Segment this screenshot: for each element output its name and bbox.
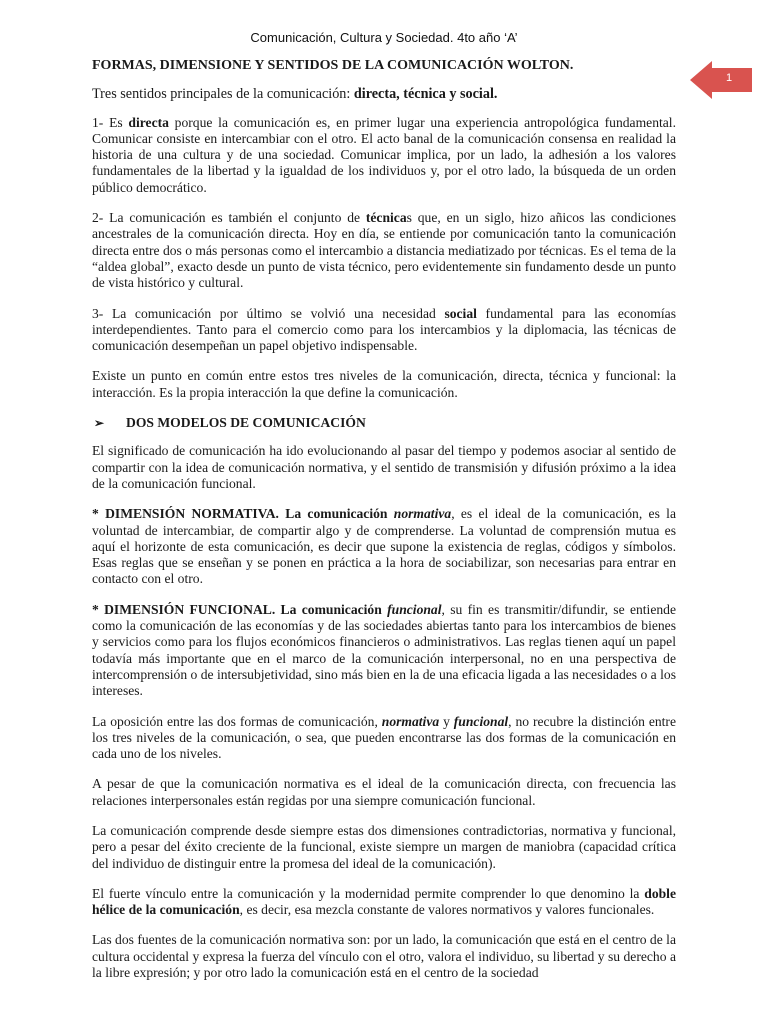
text-run: , es decir, esa mezcla constante de valores normativos y valores funcionales. [239,902,655,918]
bold-italic-term: normativa [381,713,440,729]
text-run: , es el ideal de la comunicación, es la voluntad de intercambiar, de compartir algo y de comprenderse. La voluntad de comprensión mutua es aquí el horizonte de esta comunicación, es decir que supone la existencia de reglas, códigos y símbolos. Esas reglas que se enseñan y se ponen en práctica a la hora de sociabilizar, son necesarias para entrar en contacto con el otro. [92,506,676,587]
bold-italic-term: normativa [393,506,452,522]
text-run: El fuerte vínculo entre la comunicación y la modernidad permite comprender lo que denomino la [92,885,645,901]
bold-term: técnica [365,210,407,226]
bold-italic-term: funcional [453,713,509,729]
paragraph-interaccion: Existe un punto en común entre estos tres niveles de la comunicación, directa, técnica y funcional: la interacción. Es la propia interacción la que define la comunicación. [92,368,676,400]
text-run: , no recubre la distinción entre los tres niveles de la comunicación, o sea, que pueden encontrarse las dos formas de la comunicación en cada uno de los niveles. [92,713,676,762]
text-run: 3- La comunicación por último se volvió una necesidad [92,305,445,321]
bold-term: directa [128,114,169,130]
bold-italic-term: funcional [387,601,442,617]
intro-bold: directa, técnica y social. [353,86,498,103]
text-run: porque la comunicación es, en primer lugar una experiencia antropológica fundamental. Comunicar consiste en intercambiar con el otro. El acto banal de la comunicación consensa en realidad la historia de una cultura y de una sociedad. Comunicar implica, por un lado, la adhesión a los valores fundamentales de la libertad y la igualdad de los individuos y, por el otro lado, la búsqueda de un orden público democrático. [92,114,676,195]
bold-heading: * DIMENSIÓN NORMATIVA. La comunicación [92,506,394,522]
section-heading-text: DOS MODELOS DE COMUNICACIÓN [126,415,366,431]
paragraph-normativa [92,506,676,587]
text-run: 1- Es [92,114,129,130]
text-run: s que, en un siglo, hizo añicos las condiciones ancestrales de la comunicación directa. Hoy en día, se entiende por comunicación tanto la comunicación directa entre dos o más personas como el intercambio a distancia mediatizado por técnicas. Es el tema de la “aldea global”, exacto desde un punto de vista técnico, pero evidentemente sin fundamento desde un punto de vista histórico y cultural. [92,210,676,291]
text-run: La oposición entre las dos formas de comunicación, [92,713,382,729]
document-title: FORMAS, DIMENSIONE Y SENTIDOS DE LA COMUNICACIÓN WOLTON. [92,58,574,73]
paragraph-significado: El significado de comunicación ha ido evolucionando al pasar del tiempo y podemos asociar al sentido de compartir con la idea de comunicación normativa, y el sentido de transmisión y difusión próximo a la idea de la comunicación funcional. [92,443,676,491]
bold-term: social [444,305,477,321]
document-body [92,58,676,995]
page-number-badge [690,60,752,100]
intro-paragraph [92,86,676,102]
paragraph-social [92,306,676,355]
paragraph-comprende: La comunicación comprende desde siempre estas dos dimensiones contradictorias, normativa y funcional, pero a pesar del éxito creciente de la funcional, existe siempre un margen de maniobra (capacidad crítica del individuo de distinguir entre la promesa del ideal de la comunicación). [92,822,676,871]
page-header: Comunicación, Cultura y Sociedad. 4to año ‘A’ [250,30,518,45]
intro-text: Tres sentidos principales de la comunicación: [92,86,354,103]
text-run: , su fin es transmitir/difundir, se entiende como la comunicación de las economías y de las sociedades abiertas tanto para los intercambios de bienes y servicios como para los flujos económicos financieros o administrativos. Las reglas tienen aquí un papel todavía más importante que en el marco de la comunicación interpersonal, no en una perspectiva de intercomprensión o de intersubjetividad, sino más bien en la de una eficacia ligada a las necesidades o a los intereses. [92,601,676,699]
bold-term: doble hélice de la comunicación [92,885,676,918]
paragraph-directa [92,115,676,196]
text-run: 2- La comunicación es también el conjunto de [92,210,366,226]
paragraph-doble-helice [92,886,676,919]
paragraph-fuentes: Las dos fuentes de la comunicación normativa son: por un lado, la comunicación que está en el centro de la cultura occidental y expresa la fuerza del vínculo con el otro, valora el individuo, su libertad y su derecho a la libre expresión; y por otro lado la comunicación está en el centro de la sociedad [92,932,676,981]
paragraph-a-pesar: A pesar de que la comunicación normativa es el ideal de la comunicación directa, con frecuencia las relaciones interpersonales están regidas por una siempre comunicación funcional. [92,776,676,808]
paragraph-oposicion [92,714,676,763]
paragraph-funcional [92,602,676,700]
bold-heading: * DIMENSIÓN FUNCIONAL. La comunicación [92,601,388,617]
page-number: 1 [725,72,733,84]
section-heading [92,415,676,431]
paragraph-tecnica [92,210,676,291]
text-run: y [439,713,454,729]
text-run: fundamental para las economías interdependientes. Tanto para el comercio como para los intercambios y la diplomacia, las técnicas de comunicación desempeñan un papel objetivo indispensable. [92,305,676,354]
arrow-bullet-icon: ➢ [94,416,105,431]
